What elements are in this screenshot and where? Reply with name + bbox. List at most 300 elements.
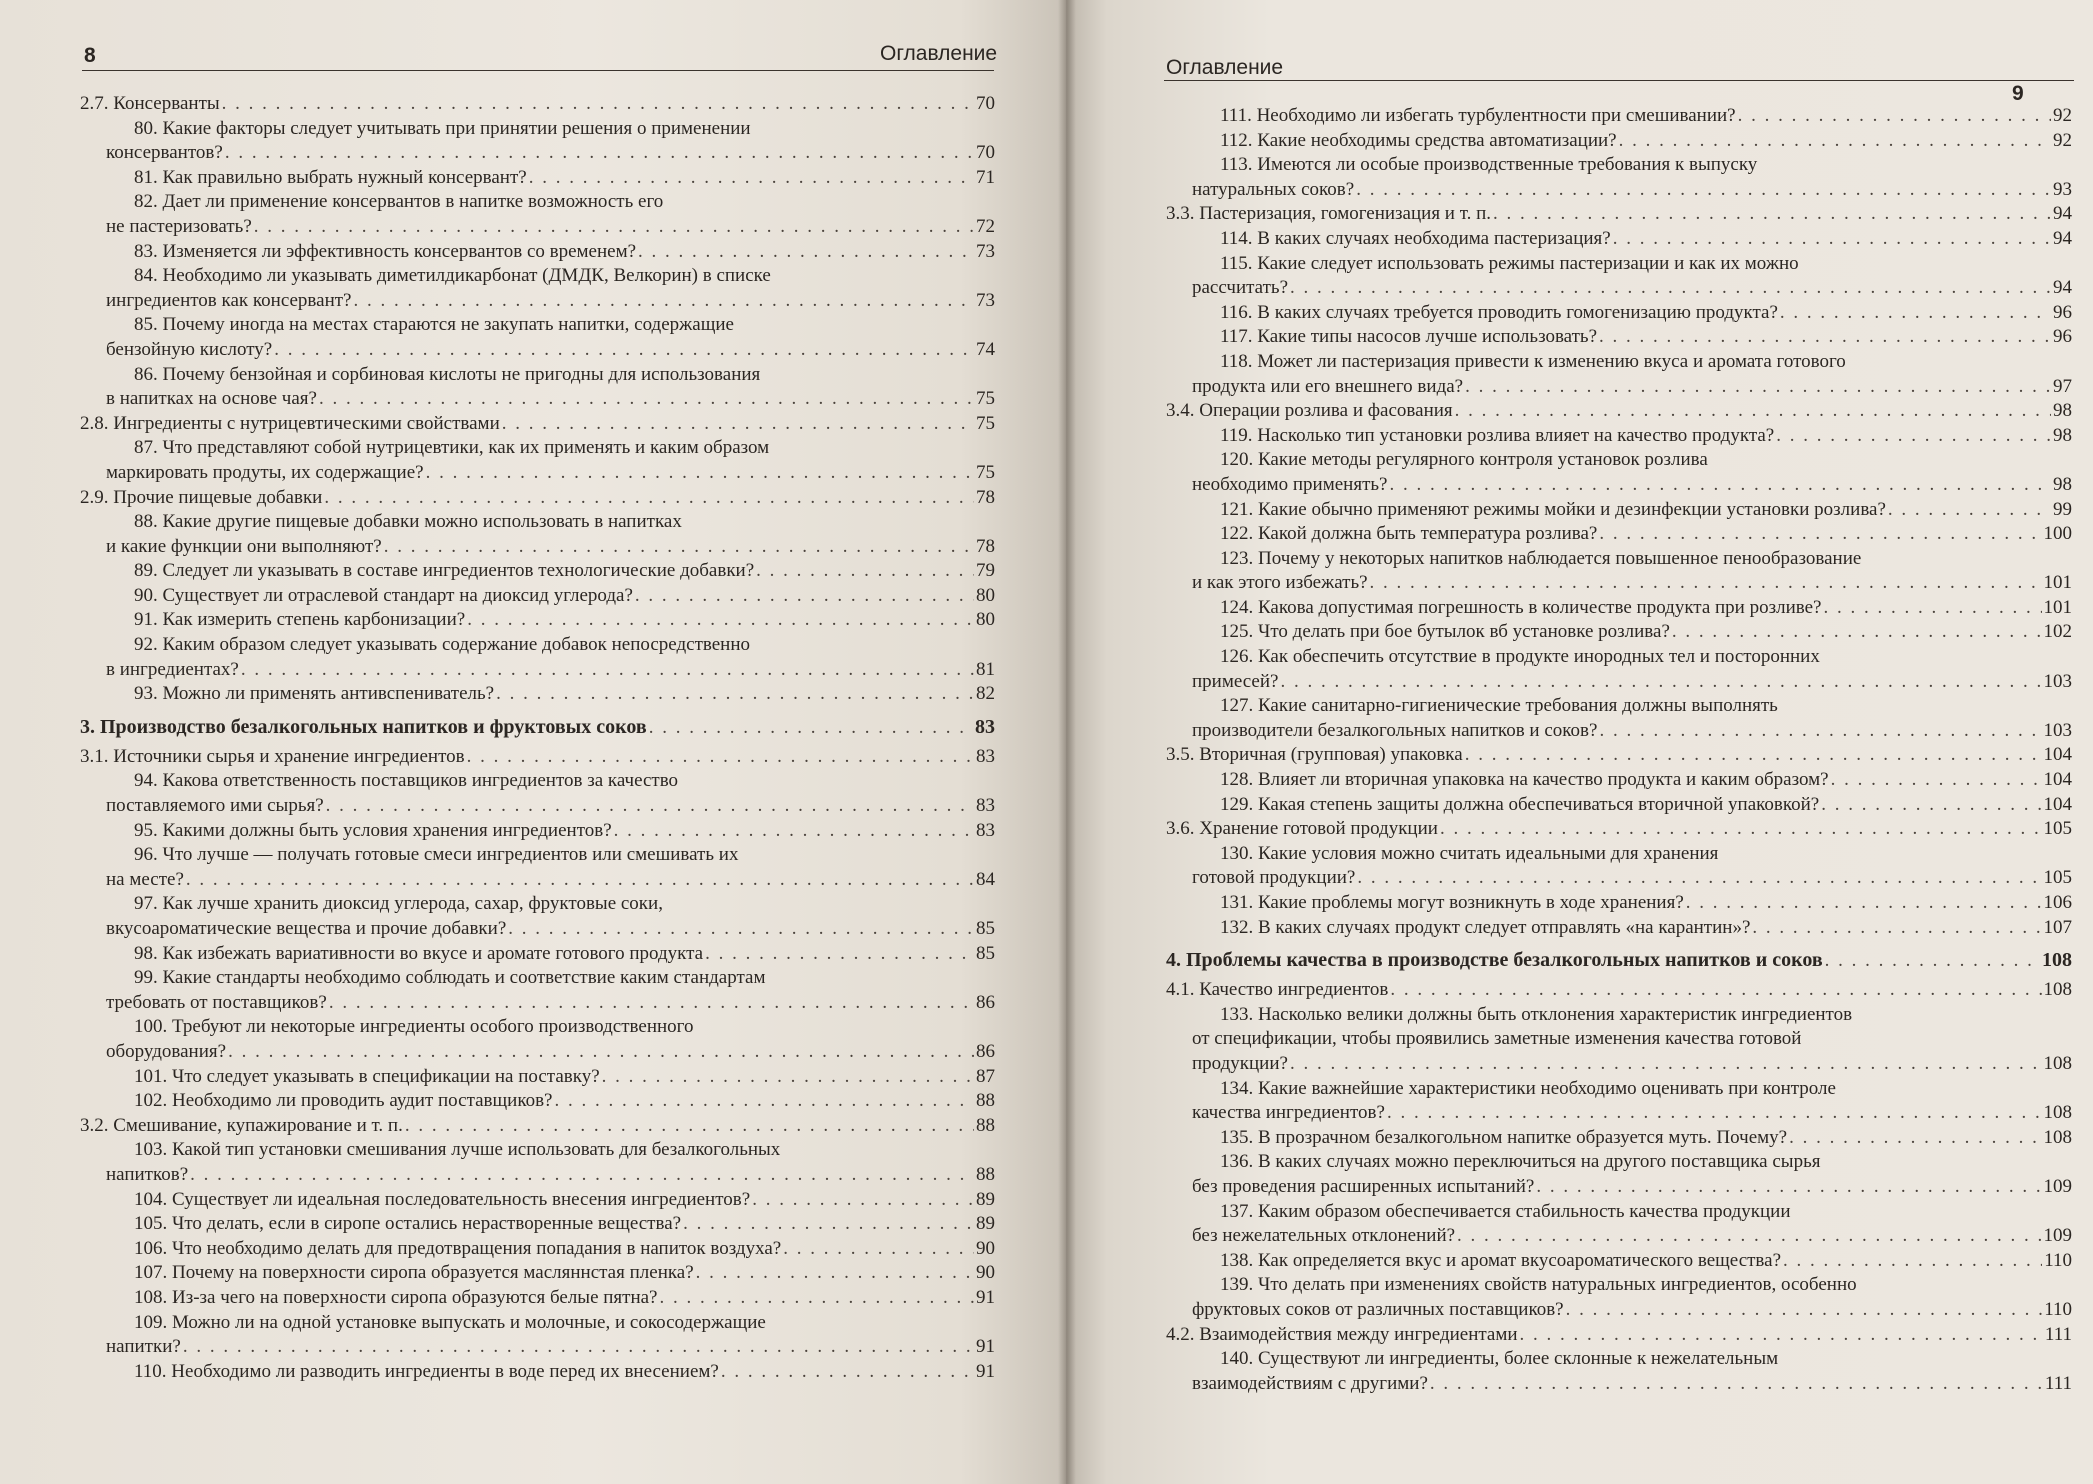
dot-leader xyxy=(1599,719,2041,744)
dot-leader xyxy=(683,1212,974,1237)
dot-leader xyxy=(1520,1323,2043,1348)
toc-entry xyxy=(80,1286,995,1311)
toc-entry xyxy=(1166,916,2072,941)
dot-leader xyxy=(1672,620,2042,645)
toc-entry-text: производители безалкогольных напитков и соков? xyxy=(1192,719,1598,741)
toc-entry-text: ингредиентов как консервант? xyxy=(106,289,352,311)
toc-page-number: 92 xyxy=(2053,105,2072,126)
toc-entry-text: 84. Необходимо ли указывать диметилдикарбонат (ДМДК, Велкорин) в списке xyxy=(134,265,771,287)
dot-leader xyxy=(1390,978,2041,1003)
toc-page-number: 108 xyxy=(2043,1102,2072,1124)
toc-page-number: 75 xyxy=(976,412,995,434)
toc-entry-text: напитков? xyxy=(106,1163,189,1185)
toc-entry-text: готовой продукции? xyxy=(1192,867,1356,889)
toc-entry xyxy=(1166,473,2072,498)
dot-leader xyxy=(1738,104,2051,129)
dot-leader xyxy=(502,412,974,437)
toc-entry-text: 140. Существуют ли ингредиенты, более склонные к нежелательным xyxy=(1220,1348,1779,1370)
right-page-number: 9 xyxy=(2012,82,2024,105)
toc-page-number: 80 xyxy=(976,609,995,631)
dot-leader xyxy=(1831,768,2042,793)
dot-leader xyxy=(752,1188,974,1213)
toc-page-number: 104 xyxy=(2043,793,2072,815)
toc-entry xyxy=(80,843,995,868)
toc-entry xyxy=(1166,522,2072,547)
toc-entry xyxy=(80,289,995,314)
toc-entry xyxy=(80,535,995,560)
dot-leader xyxy=(426,461,974,486)
toc-page-number: 91 xyxy=(976,1336,995,1358)
toc-entry xyxy=(80,436,995,461)
toc-section xyxy=(80,486,995,511)
toc-page-number: 71 xyxy=(976,166,995,188)
left-header-rule xyxy=(82,70,994,71)
toc-entry xyxy=(1166,153,2072,178)
toc-entry xyxy=(80,682,995,707)
dot-leader xyxy=(1290,276,2051,301)
toc-entry-text: 111. Необходимо ли избегать турбулентности при смешивании? xyxy=(1220,105,1736,126)
dot-leader xyxy=(649,716,973,741)
toc-entry xyxy=(1166,1126,2072,1151)
toc-entry-text: 115. Какие следует использовать режимы пастеризации и как их можно xyxy=(1220,252,1799,274)
toc-entry-text: 3.4. Операции розлива и фасования xyxy=(1166,400,1453,422)
toc-page-number: 94 xyxy=(2053,277,2072,299)
toc-entry-text: и как этого избежать? xyxy=(1192,572,1368,594)
toc-entry-text: 3.5. Вторичная (групповая) упаковка xyxy=(1166,744,1463,766)
toc-page-number: 93 xyxy=(2053,178,2072,200)
toc-entry xyxy=(1166,375,2072,400)
dot-leader xyxy=(1613,227,2051,252)
toc-entry xyxy=(80,264,995,289)
dot-leader xyxy=(1440,817,2042,842)
toc-entry xyxy=(80,313,995,338)
toc-page-number: 101 xyxy=(2043,572,2072,594)
dot-leader xyxy=(1599,325,2051,350)
toc-entry-text: 88. Какие другие пищевые добавки можно использовать в напитках xyxy=(134,511,682,533)
toc-entry-text: в ингредиентах? xyxy=(106,658,239,680)
toc-entry xyxy=(1166,276,2072,301)
toc-page-number: 103 xyxy=(2043,719,2072,741)
toc-page-number: 97 xyxy=(2053,375,2072,397)
toc-entry-text: не пастеризовать? xyxy=(106,215,252,237)
dot-leader xyxy=(353,289,974,314)
toc-entry xyxy=(1166,1249,2072,1274)
toc-page-number: 100 xyxy=(2043,523,2072,545)
toc-page-number: 104 xyxy=(2043,744,2072,766)
toc-entry-text: напитки? xyxy=(106,1336,181,1358)
dot-leader xyxy=(467,608,974,633)
dot-leader xyxy=(638,240,974,265)
toc-entry-text: продукции? xyxy=(1192,1052,1288,1074)
toc-page-number: 73 xyxy=(976,289,995,311)
toc-entry xyxy=(1166,1101,2072,1126)
toc-entry xyxy=(80,584,995,609)
toc-entry xyxy=(80,868,995,893)
toc-entry-text: 117. Какие типы насосов лучше использовать? xyxy=(1220,326,1598,348)
dot-leader xyxy=(1789,1126,2041,1151)
toc-entry xyxy=(80,942,995,967)
dot-leader xyxy=(1823,596,2041,621)
toc-entry xyxy=(80,819,995,844)
toc-section xyxy=(1166,817,2072,842)
toc-page-number: 101 xyxy=(2043,596,2072,618)
toc-entry-text: 119. Насколько тип установки розлива влияет на качество продукта? xyxy=(1220,424,1775,446)
toc-entry-text: без нежелательных отклонений? xyxy=(1192,1225,1456,1247)
dot-leader xyxy=(1356,178,2051,203)
toc-entry xyxy=(1166,670,2072,695)
dot-leader xyxy=(1389,473,2051,498)
toc-page-number: 94 xyxy=(2053,227,2072,249)
toc-page-number: 109 xyxy=(2043,1175,2072,1197)
toc-page-number: 79 xyxy=(976,560,995,582)
toc-entry-text: 2.9. Прочие пищевые добавки xyxy=(80,486,323,508)
toc-entry xyxy=(1166,768,2072,793)
toc-entry-text: 4.1. Качество ингредиентов xyxy=(1166,979,1389,1001)
toc-entry-text: оборудования? xyxy=(106,1040,227,1062)
toc-page-number: 96 xyxy=(2053,326,2072,348)
dot-leader xyxy=(1686,891,2042,916)
dot-leader xyxy=(1780,301,2051,326)
toc-entry-text: 134. Какие важнейшие характеристики необходимо оценивать при контроле xyxy=(1220,1077,1836,1099)
dot-leader xyxy=(274,338,974,363)
toc-entry xyxy=(80,1188,995,1213)
dot-leader xyxy=(1430,1372,2043,1397)
toc-entry-text: 97. Как лучше хранить диоксид углерода, сахар, фруктовые соки, xyxy=(134,893,663,915)
toc-page-number: 91 xyxy=(976,1286,995,1308)
toc-entry xyxy=(1166,694,2072,719)
dot-leader xyxy=(254,215,974,240)
toc-entry-text: 139. Что делать при изменениях свойств натуральных ингредиентов, особенно xyxy=(1220,1274,1857,1296)
toc-entry xyxy=(1166,104,2072,129)
toc-entry-text: 114. В каких случаях необходима пастеризация? xyxy=(1220,227,1611,249)
toc-entry-text: 104. Существует ли идеальная последовательность внесения ингредиентов? xyxy=(134,1188,751,1210)
toc-page-number: 89 xyxy=(976,1213,995,1235)
toc-entry xyxy=(80,559,995,584)
toc-entry xyxy=(80,215,995,240)
toc-page-number: 70 xyxy=(976,93,995,114)
toc-entry xyxy=(80,1163,995,1188)
toc-entry-text: 93. Можно ли применять антивспениватель? xyxy=(134,683,495,705)
toc-entry-text: фруктовых соков от различных поставщиков? xyxy=(1192,1298,1564,1320)
toc-entry xyxy=(1166,1273,2072,1298)
dot-leader xyxy=(705,942,974,967)
toc-entry-text: требовать от поставщиков? xyxy=(106,991,327,1013)
toc-section xyxy=(80,1114,995,1139)
toc-page-number: 110 xyxy=(2044,1249,2072,1271)
toc-page-number: 86 xyxy=(976,991,995,1013)
dot-leader xyxy=(326,794,974,819)
dot-leader xyxy=(1387,1101,2042,1126)
left-toc xyxy=(80,92,995,1384)
toc-page-number: 111 xyxy=(2044,1372,2072,1394)
toc-page-number: 108 xyxy=(2043,979,2072,1001)
toc-page-number: 109 xyxy=(2043,1225,2072,1247)
toc-entry xyxy=(1166,1077,2072,1102)
toc-entry-text: 2.7. Консерванты xyxy=(80,93,220,114)
toc-section xyxy=(80,92,995,117)
toc-entry xyxy=(80,794,995,819)
toc-entry xyxy=(80,1138,995,1163)
toc-page-number: 83 xyxy=(975,715,995,738)
toc-page-number: 107 xyxy=(2043,916,2072,938)
toc-entry-text: натуральных соков? xyxy=(1192,178,1355,200)
right-toc xyxy=(1166,104,2072,1396)
toc-page-number: 98 xyxy=(2053,473,2072,495)
dot-leader xyxy=(1280,670,2041,695)
toc-page-number: 75 xyxy=(976,461,995,483)
dot-leader xyxy=(783,1237,974,1262)
toc-entry xyxy=(80,510,995,535)
book-gutter xyxy=(1058,0,1076,1484)
toc-page-number: 83 xyxy=(976,819,995,841)
toc-entry xyxy=(80,363,995,388)
toc-entry-text: качества ингредиентов? xyxy=(1192,1102,1385,1124)
right-header-rule xyxy=(1164,80,2074,81)
toc-entry xyxy=(1166,1175,2072,1200)
toc-entry-text: 86. Почему бензойная и сорбиновая кислоты не пригодны для использования xyxy=(134,363,761,385)
toc-entry xyxy=(1166,350,2072,375)
toc-entry xyxy=(1166,620,2072,645)
dot-leader xyxy=(1536,1175,2041,1200)
toc-entry xyxy=(1166,596,2072,621)
toc-entry xyxy=(80,1065,995,1090)
toc-entry-text: и какие функции они выполняют? xyxy=(106,535,382,557)
toc-entry-text: 91. Как измерить степень карбонизации? xyxy=(134,609,466,631)
toc-entry xyxy=(1166,891,2072,916)
toc-entry xyxy=(80,1212,995,1237)
toc-entry-text: 82. Дает ли применение консервантов в напитке возможность его xyxy=(134,191,664,213)
toc-page-number: 74 xyxy=(976,338,995,360)
toc-entry-text: 101. Что следует указывать в спецификации на поставку? xyxy=(134,1065,600,1087)
toc-page-number: 70 xyxy=(976,142,995,164)
toc-entry-text: 100. Требуют ли некоторые ингредиенты особого производственного xyxy=(134,1016,694,1038)
toc-entry xyxy=(1166,571,2072,596)
toc-entry-text: 102. Необходимо ли проводить аудит поставщиков? xyxy=(134,1090,553,1112)
dot-leader xyxy=(1783,1249,2042,1274)
toc-page-number: 85 xyxy=(976,942,995,964)
dot-leader xyxy=(1599,522,2041,547)
left-running-header: Оглавление xyxy=(880,42,998,65)
toc-entry xyxy=(80,769,995,794)
section-gap xyxy=(80,707,995,715)
toc-entry xyxy=(80,991,995,1016)
toc-page-number: 84 xyxy=(976,868,995,890)
toc-page-number: 111 xyxy=(2044,1323,2072,1345)
toc-entry xyxy=(80,141,995,166)
toc-entry-text: необходимо применять? xyxy=(1192,473,1388,495)
toc-entry-text: 126. Как обеспечить отсутствие в продукте инородных тел и посторонних xyxy=(1220,646,1820,668)
dot-leader xyxy=(1493,202,2051,227)
toc-entry xyxy=(80,117,995,142)
toc-page-number: 73 xyxy=(976,240,995,262)
toc-entry xyxy=(80,608,995,633)
toc-section xyxy=(1166,399,2072,424)
toc-entry xyxy=(80,1311,995,1336)
dot-leader xyxy=(329,991,974,1016)
dot-leader xyxy=(222,92,974,117)
toc-entry xyxy=(1166,129,2072,154)
dot-leader xyxy=(696,1261,974,1286)
toc-entry-text: 124. Какова допустимая погрешность в количестве продукта при розливе? xyxy=(1220,596,1822,618)
toc-entry-text: 135. В прозрачном безалкогольном напитке образуется муть. Почему? xyxy=(1220,1126,1788,1148)
dot-leader xyxy=(1888,498,2051,523)
toc-entry xyxy=(1166,1150,2072,1175)
toc-entry-text: 103. Какой тип установки смешивания лучше использовать для безалкогольных xyxy=(134,1139,781,1161)
toc-entry xyxy=(80,1261,995,1286)
toc-page-number: 103 xyxy=(2043,670,2072,692)
toc-entry-text: 110. Необходимо ли разводить ингредиенты в воде перед их внесением? xyxy=(134,1360,719,1382)
toc-entry-text: примесей? xyxy=(1192,670,1279,692)
toc-entry-text: 2.8. Ингредиенты с нутрицевтическими свойствами xyxy=(80,412,500,434)
toc-entry xyxy=(80,1360,995,1385)
toc-page-number: 91 xyxy=(976,1360,995,1382)
toc-entry xyxy=(1166,424,2072,449)
toc-entry-text: 125. Что делать при бое бутылок вб установке розлива? xyxy=(1220,621,1670,643)
toc-entry-text: в напитках на основе чая? xyxy=(106,388,317,410)
toc-page-number: 106 xyxy=(2043,892,2072,913)
toc-entry-text: 108. Из-за чего на поверхности сиропа образуются белые пятна? xyxy=(134,1286,658,1308)
toc-page-number: 94 xyxy=(2053,203,2072,225)
right-running-header: Оглавление xyxy=(1166,56,1284,79)
toc-entry xyxy=(80,338,995,363)
toc-page-number: 108 xyxy=(2042,949,2072,972)
dot-leader xyxy=(467,745,974,770)
toc-entry-text: 118. Может ли пастеризация привести к изменению вкуса и аромата готового xyxy=(1220,350,1846,372)
dot-leader xyxy=(241,658,974,683)
toc-entry xyxy=(1166,325,2072,350)
toc-entry-text: 80. Какие факторы следует учитывать при принятии решения о применении xyxy=(134,117,751,139)
dot-leader xyxy=(1370,571,2042,596)
toc-entry-text: 83. Изменяется ли эффективность консервантов со временем? xyxy=(134,240,637,262)
toc-entry-text: 3. Производство безалкогольных напитков и фруктовых соков xyxy=(80,715,647,738)
toc-entry xyxy=(80,190,995,215)
toc-entry-text: 4.2. Взаимодействия между ингредиентами xyxy=(1166,1323,1518,1345)
toc-entry-text: 3.2. Смешивание, купажирование и т. п. xyxy=(80,1114,403,1136)
toc-page-number: 102 xyxy=(2043,621,2072,643)
toc-entry-text: 3.6. Хранение готовой продукции xyxy=(1166,818,1438,840)
dot-leader xyxy=(635,584,974,609)
dot-leader xyxy=(614,819,974,844)
toc-chapter xyxy=(80,715,995,745)
toc-page-number: 83 xyxy=(976,745,995,767)
toc-entry xyxy=(1166,1347,2072,1372)
toc-entry xyxy=(80,917,995,942)
dot-leader xyxy=(529,166,974,191)
toc-entry-text: 3.3. Пастеризация, гомогенизация и т. п. xyxy=(1166,203,1492,225)
toc-entry-text: 130. Какие условия можно считать идеальными для хранения xyxy=(1220,842,1719,864)
dot-leader xyxy=(190,1163,974,1188)
toc-entry-text: 137. Каким образом обеспечивается стабильность качества продукции xyxy=(1220,1200,1791,1222)
toc-entry-text: 133. Насколько велики должны быть отклонения характеристик ингредиентов xyxy=(1220,1003,1853,1025)
toc-entry-text: 98. Как избежать вариативности во вкусе и аромате готового продукта xyxy=(134,942,704,964)
toc-entry-text: 116. В каких случаях требуется проводить гомогенизацию продукта? xyxy=(1220,301,1778,323)
toc-entry xyxy=(80,1237,995,1262)
toc-page-number: 72 xyxy=(976,215,995,237)
toc-entry xyxy=(80,166,995,191)
dot-leader xyxy=(183,1335,974,1360)
dot-leader xyxy=(555,1089,975,1114)
toc-entry-text: без проведения расширенных испытаний? xyxy=(1192,1175,1535,1197)
dot-leader xyxy=(186,868,974,893)
toc-entry xyxy=(1166,1372,2072,1397)
toc-entry-text: 96. Что лучше — получать готовые смеси ингредиентов или смешивать их xyxy=(134,844,739,866)
toc-section xyxy=(80,412,995,437)
dot-leader xyxy=(721,1360,974,1385)
toc-entry-text: 131. Какие проблемы могут возникнуть в ходе хранения? xyxy=(1220,892,1684,913)
toc-entry xyxy=(1166,178,2072,203)
toc-entry-text: 106. Что необходимо делать для предотвращения попадания в напиток воздуха? xyxy=(134,1237,782,1259)
toc-entry-text: 89. Следует ли указывать в составе ингредиентов технологические добавки? xyxy=(134,560,755,582)
toc-entry-text: на месте? xyxy=(106,868,184,890)
toc-entry-text: 123. Почему у некоторых напитков наблюдается повышенное пенообразование xyxy=(1220,547,1862,569)
toc-entry-text: бензойную кислоту? xyxy=(106,338,273,360)
dot-leader xyxy=(756,559,974,584)
dot-leader xyxy=(1465,375,2051,400)
toc-entry xyxy=(1166,448,2072,473)
toc-page-number: 86 xyxy=(976,1040,995,1062)
toc-entry xyxy=(80,658,995,683)
toc-entry-text: 85. Почему иногда на местах стараются не закупать напитки, содержащие xyxy=(134,314,734,336)
toc-entry-text: 128. Влияет ли вторичная упаковка на качество продукта и каким образом? xyxy=(1220,769,1829,791)
toc-page-number: 108 xyxy=(2043,1052,2072,1074)
toc-entry-text: 129. Какая степень защиты должна обеспечиваться вторичной упаковкой? xyxy=(1220,793,1820,815)
toc-entry-text: 99. Какие стандарты необходимо соблюдать и соответствие каким стандартам xyxy=(134,967,766,989)
toc-entry xyxy=(80,1015,995,1040)
toc-entry xyxy=(1166,842,2072,867)
dot-leader xyxy=(324,486,974,511)
dot-leader xyxy=(1357,866,2041,891)
toc-entry xyxy=(1166,793,2072,818)
toc-page-number: 110 xyxy=(2044,1298,2072,1320)
toc-page-number: 88 xyxy=(976,1114,995,1136)
toc-page-number: 96 xyxy=(2053,301,2072,323)
toc-entry-text: 94. Какова ответственность поставщиков ингредиентов за качество xyxy=(134,770,679,792)
toc-entry xyxy=(80,240,995,265)
toc-entry-text: от спецификации, чтобы проявились заметные изменения качества готовой xyxy=(1192,1028,1802,1050)
dot-leader xyxy=(1821,793,2041,818)
toc-page-number: 98 xyxy=(2053,400,2072,422)
toc-page-number: 78 xyxy=(976,486,995,508)
toc-page-number: 90 xyxy=(976,1237,995,1259)
toc-entry xyxy=(1166,498,2072,523)
dot-leader xyxy=(1290,1052,2042,1077)
toc-entry-text: 132. В каких случаях продукт следует отправлять «на карантин»? xyxy=(1220,916,1751,938)
dot-leader xyxy=(228,1040,974,1065)
dot-leader xyxy=(1455,399,2051,424)
toc-entry xyxy=(80,892,995,917)
toc-entry xyxy=(1166,645,2072,670)
dot-leader xyxy=(1619,129,2051,154)
toc-entry-text: 120. Какие методы регулярного контроля установок розлива xyxy=(1220,449,1708,471)
toc-section xyxy=(1166,1323,2072,1348)
toc-page-number: 105 xyxy=(2043,818,2072,840)
toc-page-number: 75 xyxy=(976,388,995,410)
toc-page-number: 78 xyxy=(976,535,995,557)
toc-entry xyxy=(80,1040,995,1065)
toc-page-number: 80 xyxy=(976,584,995,606)
dot-leader xyxy=(1825,949,2040,974)
toc-entry xyxy=(80,387,995,412)
toc-page-number: 104 xyxy=(2043,769,2072,791)
toc-entry xyxy=(1166,1298,2072,1323)
toc-entry-text: 95. Какими должны быть условия хранения ингредиентов? xyxy=(134,819,612,841)
toc-page-number: 88 xyxy=(976,1163,995,1185)
left-page-number: 8 xyxy=(84,44,96,67)
toc-entry xyxy=(1166,547,2072,572)
toc-section xyxy=(1166,202,2072,227)
dot-leader xyxy=(1752,916,2041,941)
right-page xyxy=(1066,0,2093,1484)
